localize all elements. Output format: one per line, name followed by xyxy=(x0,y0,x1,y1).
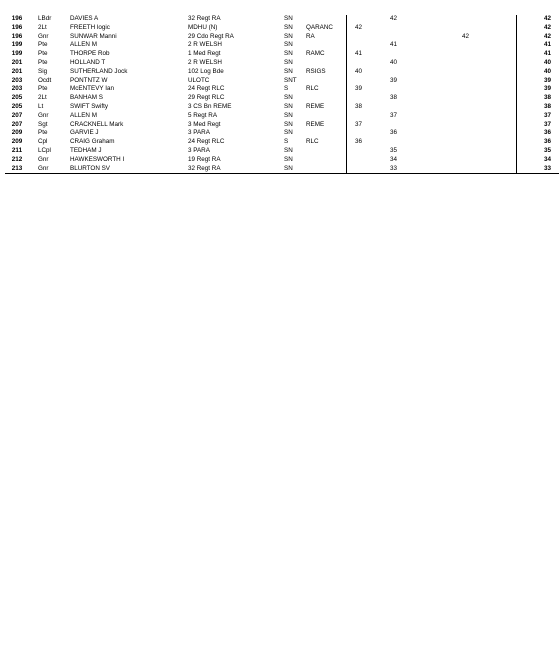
rank-cell: Gnr xyxy=(29,165,70,174)
score-2-cell: 35 xyxy=(390,146,398,154)
corps-cell: RLC xyxy=(306,138,319,146)
total-score-cell: 41 xyxy=(517,41,559,50)
position-cell: 199 xyxy=(11,41,23,49)
corps-cell xyxy=(306,156,347,165)
table-row xyxy=(5,103,559,112)
score-3-cell xyxy=(453,24,517,33)
table-row xyxy=(5,94,559,103)
table-row xyxy=(5,50,559,59)
score-1-cell: 37 xyxy=(347,121,383,130)
corps-cell xyxy=(306,112,347,121)
class-cell: S xyxy=(284,85,289,93)
competitor-name-cell: PONTNTZ W xyxy=(70,76,108,84)
score-1-cell: 42 xyxy=(347,24,383,33)
table-row xyxy=(5,33,559,42)
rank-cell: Pte xyxy=(38,58,48,66)
rank-cell: Lt xyxy=(38,102,44,110)
competitor-name-cell: SWIFT Swifty xyxy=(70,102,109,110)
class-cell: SN xyxy=(284,165,306,174)
unit-cell: 3 CS Bn REME xyxy=(188,102,232,110)
score-2-cell xyxy=(382,85,453,94)
class-cell: SN xyxy=(284,67,293,75)
rank-cell: Gnr xyxy=(38,155,49,163)
position-cell: 201 xyxy=(11,58,23,66)
total-score-cell: 36 xyxy=(517,138,559,147)
unit-cell: 19 Regt RA xyxy=(188,155,221,163)
rank-cell: Pte xyxy=(38,41,48,49)
score-1-cell xyxy=(347,156,383,165)
class-cell: SN xyxy=(284,120,293,128)
table-row xyxy=(5,165,559,174)
table-row xyxy=(5,15,559,24)
table-row xyxy=(5,156,559,165)
score-3-cell xyxy=(453,94,517,103)
score-3-cell xyxy=(453,50,517,59)
class-cell: SN xyxy=(284,146,293,154)
position-cell: 196 xyxy=(11,23,23,31)
corps-cell xyxy=(306,77,347,86)
competitor-name-cell: GARVIE J xyxy=(70,129,99,137)
rank-cell: Pte xyxy=(38,85,48,93)
results-body xyxy=(5,15,559,174)
position-cell: 196 xyxy=(11,32,23,40)
score-1-cell xyxy=(347,77,383,86)
rank-cell: LBdr xyxy=(38,15,52,22)
total-score-cell: 42 xyxy=(517,24,559,33)
table-row xyxy=(5,147,559,156)
competitor-name-cell: SUNWAR Manni xyxy=(70,32,117,40)
score-1-cell: 39 xyxy=(347,85,383,94)
total-score-cell: 40 xyxy=(517,59,559,68)
score-3-cell xyxy=(453,15,517,24)
corps-cell xyxy=(306,165,347,174)
competitor-name-cell: McENTEVY Ian xyxy=(70,85,114,93)
score-1-cell: 41 xyxy=(347,50,383,59)
total-score-cell: 38 xyxy=(517,94,559,103)
rank-cell: Sig xyxy=(38,67,48,75)
corps-cell: RLC xyxy=(306,85,319,93)
table-row xyxy=(5,77,559,86)
competitor-name-cell: FREETH logic xyxy=(70,23,110,31)
class-cell: SN xyxy=(284,129,293,137)
score-1-cell xyxy=(347,112,383,121)
score-1-cell: 40 xyxy=(347,68,383,77)
corps-cell: QARANC xyxy=(306,23,333,31)
corps-cell xyxy=(306,147,347,156)
score-1-cell xyxy=(347,59,383,68)
score-1-cell xyxy=(347,129,383,138)
rank-cell: Cpl xyxy=(38,138,48,146)
score-2-cell: 39 xyxy=(390,76,398,84)
competitor-name-cell: TEDHAM J xyxy=(70,146,102,154)
total-score-cell: 42 xyxy=(517,15,559,24)
score-3-cell xyxy=(453,138,517,147)
position-cell: 213 xyxy=(5,165,29,174)
score-2-cell: 38 xyxy=(390,94,398,102)
score-3-cell xyxy=(453,147,517,156)
total-score-cell: 39 xyxy=(517,85,559,94)
corps-cell xyxy=(306,15,347,24)
score-1-cell xyxy=(347,15,383,24)
total-score-cell: 34 xyxy=(517,156,559,165)
score-3-cell xyxy=(453,121,517,130)
score-2-cell xyxy=(382,24,453,33)
table-row xyxy=(5,41,559,50)
competitor-name-cell: ALLEN M xyxy=(70,41,97,49)
corps-cell: REME xyxy=(306,102,325,110)
class-cell: SN xyxy=(284,15,293,22)
rank-cell: 2Lt xyxy=(38,94,47,102)
competitor-name-cell: ALLEN M xyxy=(70,111,97,119)
table-row xyxy=(5,121,559,130)
rank-cell: Ocdt xyxy=(38,76,52,84)
table-row xyxy=(5,138,559,147)
table-row xyxy=(5,24,559,33)
score-2-cell: 37 xyxy=(390,111,398,119)
score-2-cell: 41 xyxy=(390,41,398,49)
unit-cell: 3 Med Regt xyxy=(188,120,221,128)
unit-cell: 24 Regt RLC xyxy=(188,85,225,93)
score-3-cell xyxy=(453,59,517,68)
competitor-name-cell: BLURTON SV xyxy=(70,165,188,174)
corps-cell: RA xyxy=(306,32,315,40)
score-2-cell: 40 xyxy=(390,58,398,66)
score-2-cell: 33 xyxy=(382,165,453,174)
unit-cell: 1 Med Regt xyxy=(188,50,221,58)
class-cell: SNT xyxy=(284,76,297,84)
score-2-cell: 34 xyxy=(390,155,398,163)
unit-cell: 29 Cdo Regt RA xyxy=(188,32,234,40)
competitor-name-cell: SUTHERLAND Jock xyxy=(70,67,128,75)
score-2-cell xyxy=(382,33,453,42)
score-3-cell xyxy=(453,103,517,112)
unit-cell: 102 Log Bde xyxy=(188,67,224,75)
unit-cell: MDHU (N) xyxy=(188,23,218,31)
corps-cell xyxy=(306,59,347,68)
position-cell: 199 xyxy=(11,50,23,58)
score-2-cell xyxy=(382,68,453,77)
total-score-cell: 37 xyxy=(517,112,559,121)
results-table xyxy=(5,15,559,174)
score-2-cell xyxy=(382,121,453,130)
score-2-cell xyxy=(382,103,453,112)
competitor-name-cell: CRACKNELL Mark xyxy=(70,120,124,128)
position-cell: 209 xyxy=(11,129,23,137)
total-score-cell: 35 xyxy=(517,147,559,156)
class-cell: SN xyxy=(284,102,293,110)
competitor-name-cell: DAVIES A xyxy=(70,15,99,22)
position-cell: 212 xyxy=(11,155,23,163)
total-score-cell: 40 xyxy=(517,68,559,77)
total-score-cell: 39 xyxy=(517,77,559,86)
rank-cell: Gnr xyxy=(38,32,49,40)
score-1-cell xyxy=(347,147,383,156)
competitor-name-cell: HOLLAND T xyxy=(70,58,106,66)
position-cell: 211 xyxy=(11,146,23,154)
rank-cell: Pte xyxy=(38,129,48,137)
class-cell: SN xyxy=(284,58,293,66)
unit-cell: 2 R WELSH xyxy=(188,41,222,49)
position-cell: 205 xyxy=(11,102,23,110)
table-row xyxy=(5,68,559,77)
position-cell: 203 xyxy=(11,76,23,84)
unit-cell: 29 Regt RLC xyxy=(188,94,225,102)
rank-cell: 2Lt xyxy=(38,23,47,31)
position-cell: 205 xyxy=(11,94,23,102)
score-1-cell: 36 xyxy=(347,138,383,147)
total-score-cell: 36 xyxy=(517,129,559,138)
rank-cell: LCpl xyxy=(38,146,51,154)
total-score-cell: 38 xyxy=(517,103,559,112)
competitor-name-cell: HAWKESWORTH I xyxy=(70,155,125,163)
unit-cell: 32 Regt RA xyxy=(188,15,221,22)
score-3-cell xyxy=(453,112,517,121)
score-3-cell: 42 xyxy=(462,32,470,40)
corps-cell xyxy=(306,129,347,138)
score-1-cell xyxy=(347,41,383,50)
score-2-cell: 36 xyxy=(390,129,398,137)
unit-cell: 24 Regt RLC xyxy=(188,138,225,146)
results-sheet xyxy=(5,15,551,174)
score-2-cell xyxy=(382,138,453,147)
class-cell: SN xyxy=(284,41,293,49)
score-3-cell xyxy=(453,165,517,174)
corps-cell: REME xyxy=(306,120,325,128)
score-3-cell xyxy=(453,68,517,77)
unit-cell: 3 PARA xyxy=(188,129,210,137)
position-cell: 207 xyxy=(11,120,23,128)
table-row xyxy=(5,112,559,121)
score-2-cell: 42 xyxy=(390,15,398,22)
unit-cell: 32 Regt RA xyxy=(188,165,284,174)
corps-cell xyxy=(306,41,347,50)
unit-cell: 2 R WELSH xyxy=(188,58,222,66)
unit-cell: ULOTC xyxy=(188,76,210,84)
competitor-name-cell: THORPE Rob xyxy=(70,50,110,58)
class-cell: S xyxy=(284,138,289,146)
competitor-name-cell: CRAIG Graham xyxy=(70,138,115,146)
score-3-cell xyxy=(453,129,517,138)
total-score-cell: 42 xyxy=(517,33,559,42)
corps-cell: RAMC xyxy=(306,50,325,58)
table-row xyxy=(5,59,559,68)
class-cell: SN xyxy=(284,155,293,163)
class-cell: SN xyxy=(284,50,293,58)
total-score-cell: 41 xyxy=(517,50,559,59)
position-cell: 207 xyxy=(11,111,23,119)
class-cell: SN xyxy=(284,32,293,40)
score-2-cell xyxy=(382,50,453,59)
total-score-cell: 37 xyxy=(517,121,559,130)
score-1-cell: 38 xyxy=(347,103,383,112)
score-1-cell xyxy=(347,33,383,42)
score-3-cell xyxy=(453,85,517,94)
competitor-name-cell: BANHAM S xyxy=(70,94,103,102)
corps-cell xyxy=(306,94,347,103)
total-score-cell: 33 xyxy=(517,165,559,174)
rank-cell: Sgt xyxy=(38,120,48,128)
score-3-cell xyxy=(453,156,517,165)
unit-cell: 3 PARA xyxy=(188,146,210,154)
unit-cell: 5 Regt RA xyxy=(188,111,218,119)
table-row xyxy=(5,129,559,138)
table-row xyxy=(5,85,559,94)
score-1-cell xyxy=(347,94,383,103)
corps-cell: RSIGS xyxy=(306,67,326,75)
position-cell: 203 xyxy=(11,85,23,93)
rank-cell: Gnr xyxy=(38,111,49,119)
score-1-cell xyxy=(347,165,383,174)
class-cell: SN xyxy=(284,23,293,31)
score-3-cell xyxy=(453,77,517,86)
score-3-cell xyxy=(453,41,517,50)
class-cell: SN xyxy=(284,94,293,102)
rank-cell: Pte xyxy=(38,50,48,58)
position-cell: 209 xyxy=(11,138,23,146)
position-cell: 201 xyxy=(11,67,23,75)
class-cell: SN xyxy=(284,111,293,119)
position-cell: 196 xyxy=(11,15,23,22)
